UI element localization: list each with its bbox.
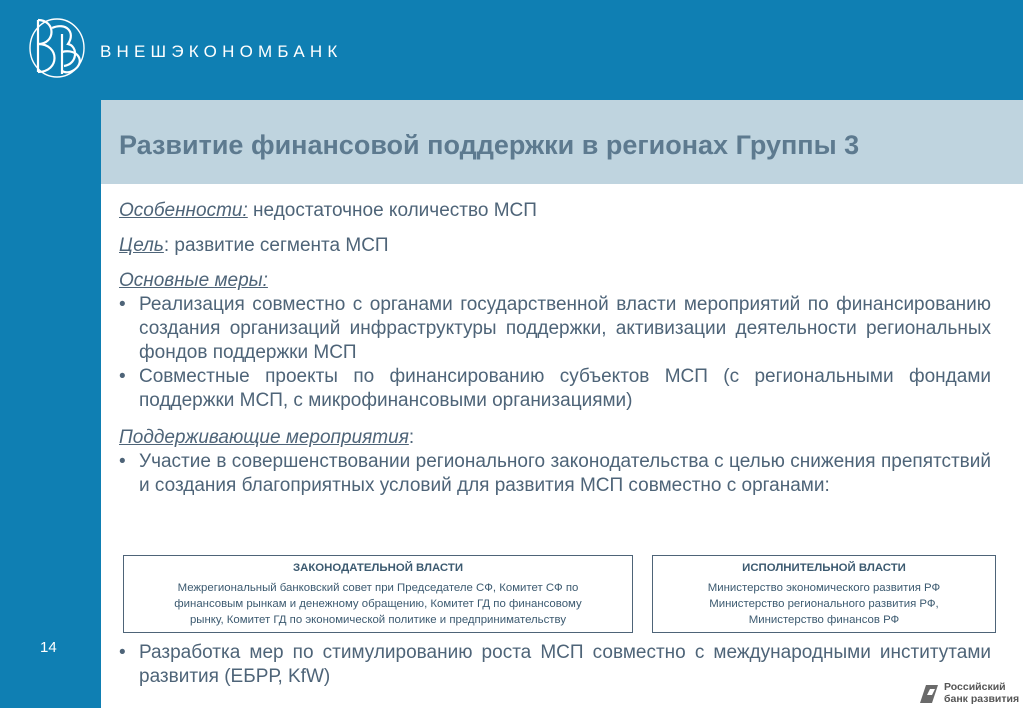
supporting-item-1: • Участие в совершенствовании регионального законодательства с целью снижения препятствий и создания благоприятных условий для развития МСП совместно с органами:: [119, 450, 991, 498]
main-content: [119, 199, 991, 498]
supporting-item-2: • Разработка мер по стимулированию роста МСП совместно с международными институтами развития (ЕБРР, KfW): [119, 641, 991, 689]
legislative-box: [123, 555, 633, 633]
footer-logo-text: [944, 681, 1019, 705]
features-text: недостаточное количество МСП: [253, 200, 537, 221]
veb-logo: [26, 14, 88, 80]
rbr-logo-icon: [918, 683, 940, 705]
legislative-line-1: Межрегиональный банковский совет при Председателе СФ, Комитет СФ по: [177, 582, 579, 594]
footer-logo: [918, 681, 1023, 708]
features-label: Особенности:: [119, 200, 248, 221]
legislative-line-3: рынку, Комитет ГД по экономической политике и предпринимательству: [189, 614, 567, 626]
goal-text: : развитие сегмента МСП: [163, 235, 389, 256]
legislative-line-2: финансовым рынкам и денежному обращению, Комитет ГД по финансовому: [174, 598, 582, 610]
left-sidebar: [0, 100, 101, 708]
supporting-heading: [119, 426, 991, 450]
supporting-label: Поддерживающие мероприятия: [119, 427, 409, 448]
measure-item-1: • Реализация совместно с органами государственной власти мероприятий по финансированию создания организаций инфраструктуры поддержки, активизации деятельности региональных фондов поддержки МСП: [119, 293, 991, 365]
page-title: Развитие финансовой поддержки в регионах Группы 3: [119, 130, 860, 160]
measures-heading: [119, 269, 991, 293]
executive-line-1: Министерство экономического развития РФ: [707, 582, 941, 594]
page-number: 14: [40, 639, 57, 656]
footer-logo-line-1: Российский: [944, 681, 1006, 693]
goal-label: Цель: [119, 235, 164, 256]
brand-name: ВНЕШЭКОНОМБАНК: [100, 42, 343, 61]
measure-item-2: • Совместные проекты по финансированию субъектов МСП (с региональными фондами поддержки МСП, с микрофинансовыми организациями): [119, 365, 991, 413]
executive-line-2: Министерство регионального развития РФ,: [709, 598, 939, 610]
footer-logo-line-2: банк развития: [944, 693, 1020, 705]
features-line: [119, 199, 991, 223]
measures-label: Основные меры:: [119, 270, 268, 291]
executive-box: [652, 555, 996, 633]
executive-line-3: Министерство финансов РФ: [748, 614, 900, 626]
goal-line: [119, 234, 991, 258]
legislative-title: ЗАКОНОДАТЕЛЬНОЙ ВЛАСТИ: [292, 562, 464, 574]
executive-title: ИСПОЛНИТЕЛЬНОЙ ВЛАСТИ: [742, 562, 906, 574]
supporting-colon: :: [408, 427, 415, 448]
title-band: [101, 100, 1023, 184]
